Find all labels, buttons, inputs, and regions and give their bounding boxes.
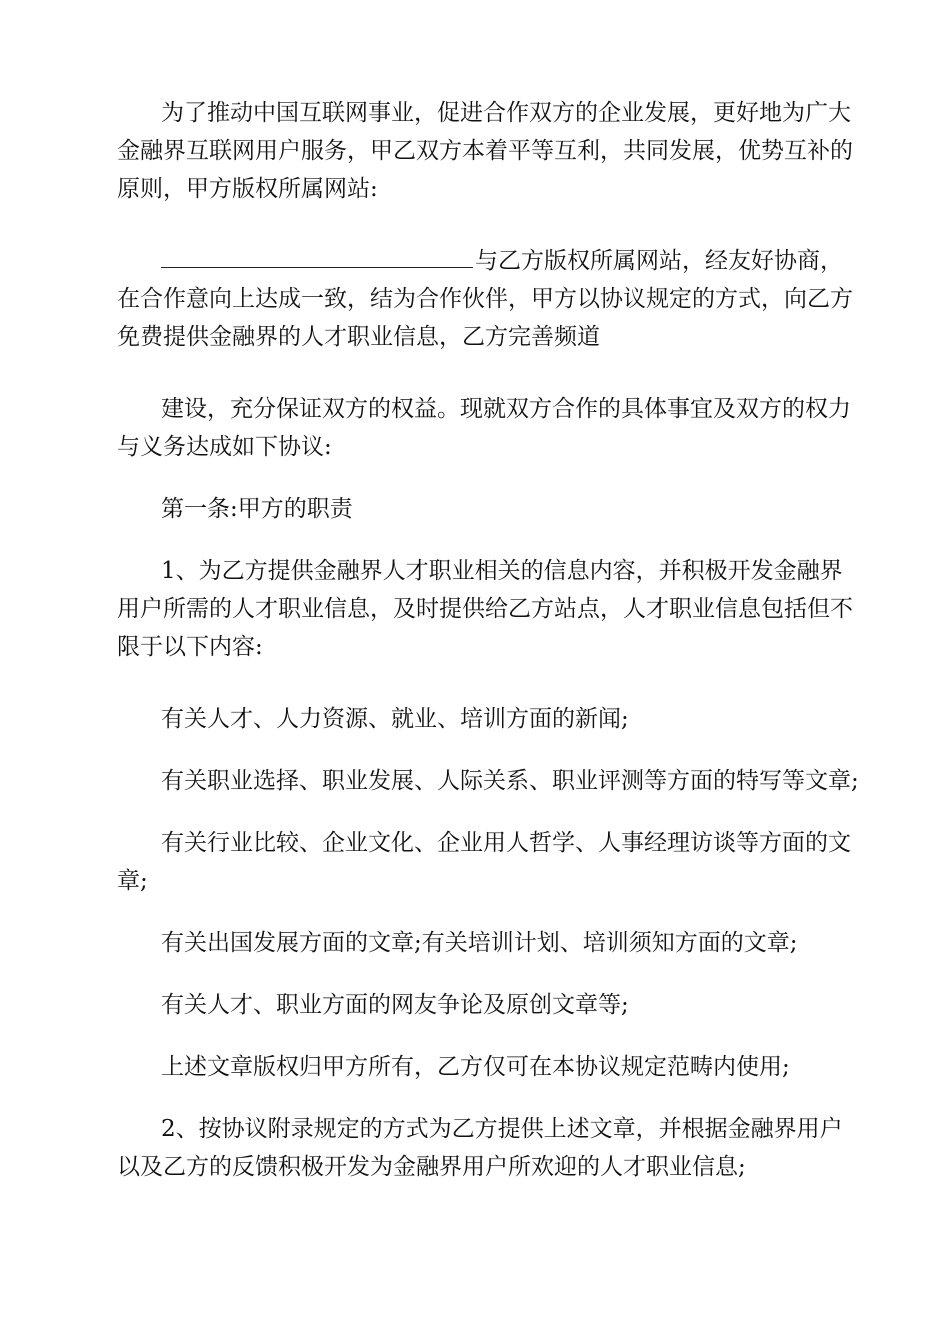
text-line: 用户所需的人才职业信息，及时提供给乙方站点，人才职业信息包括但不: [117, 596, 853, 622]
text-line: 免费提供金融界的人才职业信息，乙方完善频道: [117, 324, 600, 350]
text-line: 与义务达成如下协议:: [117, 434, 332, 460]
list-item: [117, 824, 851, 900]
text-line: 限于以下内容:: [117, 634, 263, 660]
clause-1: [117, 552, 853, 666]
text-line: 有关人才、人力资源、就业、培训方面的新闻;: [161, 706, 629, 732]
list-item: [117, 700, 847, 738]
text-line: 金融界互联网用户服务，甲乙双方本着平等互利，共同发展，优势互补的: [117, 138, 853, 164]
text-line: 有关人才、职业方面的网友争论及原创文章等;: [161, 992, 629, 1018]
list-item: [117, 924, 847, 962]
paragraph-intro: [117, 94, 853, 208]
text-line: 有关职业选择、职业发展、人际关系、职业评测等方面的特写等文章;: [161, 768, 859, 794]
text-fragment: 与乙方版权所属网站，经友好协商，: [475, 248, 843, 274]
list-item: [117, 986, 847, 1024]
text-line: [117, 242, 847, 280]
text-line: 建设，充分保证双方的权益。现就双方合作的具体事宜及双方的权力: [161, 396, 851, 422]
list-item: [117, 762, 859, 800]
text-line: 上述文章版权归甲方所有，乙方仅可在本协议规定范畴内使用;: [161, 1054, 790, 1080]
paragraph-website: [117, 242, 853, 356]
text-line: 为了推动中国互联网事业，促进合作双方的企业发展，更好地为广大: [161, 100, 851, 126]
fill-in-blank: [161, 245, 473, 268]
text-line: 有关行业比较、企业文化、企业用人哲学、人事经理访谈等方面的文: [161, 830, 851, 856]
text-line: 2、按协议附录规定的方式为乙方提供上述文章，并根据金融界用户: [161, 1116, 843, 1142]
text-line: 章;: [117, 868, 148, 894]
text-line: 第一条:甲方的职责: [161, 496, 353, 522]
text-line: 在合作意向上达成一致，结为合作伙伴，甲方以协议规定的方式，向乙方: [117, 286, 853, 312]
article-heading: [117, 490, 847, 528]
copyright-note: [117, 1048, 847, 1086]
text-line: 有关出国发展方面的文章;有关培训计划、培训须知方面的文章;: [161, 930, 798, 956]
clause-2: [117, 1110, 847, 1186]
text-line: 1、为乙方提供金融界人才职业相关的信息内容，并积极开发金融界: [161, 558, 843, 584]
text-line: 以及乙方的反馈积极开发为金融界用户所欢迎的人才职业信息;: [117, 1154, 746, 1180]
text-line: 原则，甲方版权所属网站:: [117, 176, 378, 202]
paragraph-construction: [117, 390, 851, 466]
